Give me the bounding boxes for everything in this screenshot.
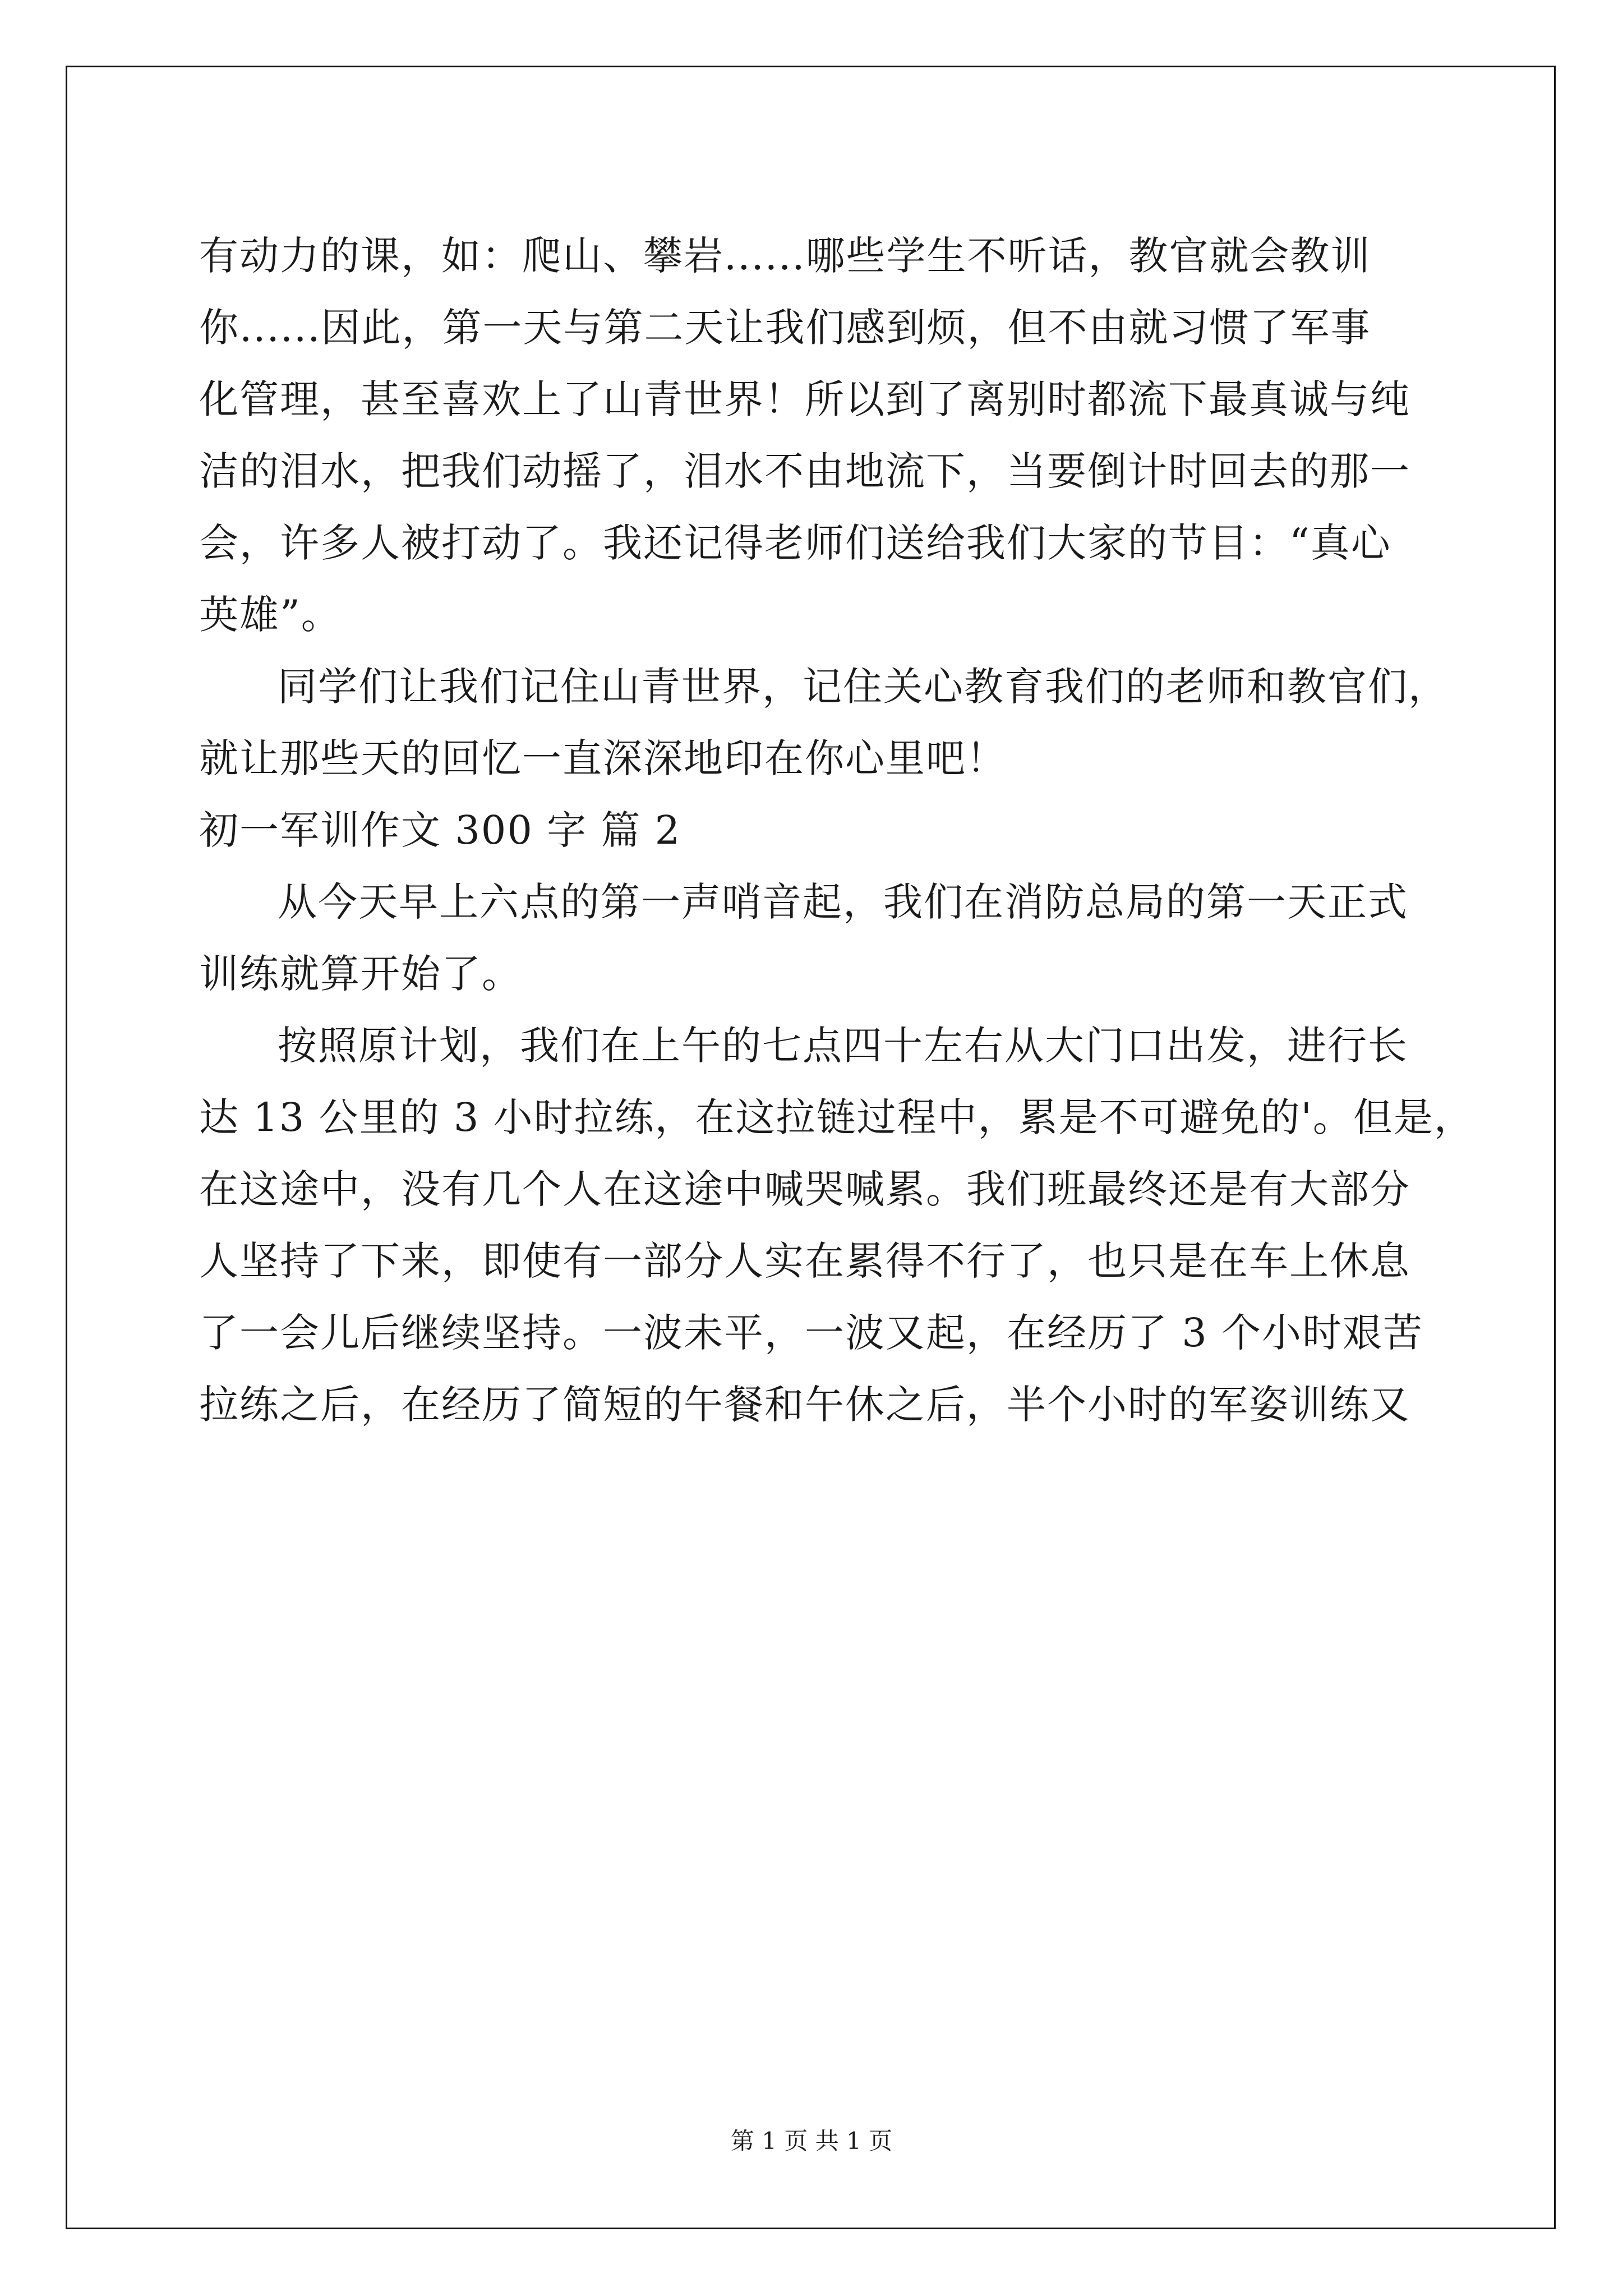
text-line: 洁的泪水，把我们动摇了，泪水不由地流下，当要倒计时回去的那一 xyxy=(199,448,1410,494)
text-line: 人坚持了下来，即使有一部分人实在累得不行了，也只是在车上休息 xyxy=(199,1238,1410,1284)
text-line: 有动力的课，如：爬山、攀岩......哪些学生不听话，教官就会教训 xyxy=(199,233,1371,279)
text-line: 拉练之后，在经历了简短的午餐和午休之后，半个小时的军姿训练又 xyxy=(199,1382,1410,1428)
page-footer: 第 1 页 共 1 页 xyxy=(730,2127,893,2155)
paragraph-4 xyxy=(199,1010,1474,1441)
text-line: 会，许多人被打动了。我还记得老师们送给我们大家的节目：“真心 xyxy=(199,520,1391,566)
text-line: 按照原计划，我们在上午的七点四十左右从大门口出发，进行长 xyxy=(278,1023,1408,1069)
text-line: 就让那些天的回忆一直深深地印在你心里吧！ xyxy=(199,735,1007,781)
text-line: 训练就算开始了。 xyxy=(199,951,522,997)
document-body xyxy=(199,220,1474,1441)
paragraph-1 xyxy=(199,220,1422,651)
section-heading: 初一军训作文 300 字 篇 2 xyxy=(199,807,681,853)
paragraph-2 xyxy=(199,651,1449,794)
paragraph-3 xyxy=(199,866,1422,1010)
text-line: 化管理，甚至喜欢上了山青世界！所以到了离别时都流下最真诚与纯 xyxy=(199,376,1410,422)
text-line: 从今天早上六点的第一声哨音起，我们在消防总局的第一天正式 xyxy=(278,879,1408,925)
text-line: 同学们让我们记住山青世界，记住关心教育我们的老师和教官们， xyxy=(278,664,1449,710)
text-line: 达 13 公里的 3 小时拉练，在这拉链过程中，累是不可避免的'。但是， xyxy=(199,1094,1474,1140)
text-line: 你......因此，第一天与第二天让我们感到烦，但不由就习惯了军事 xyxy=(199,305,1371,351)
text-line: 英雄”。 xyxy=(199,592,342,638)
text-line: 了一会儿后继续坚持。一波未平，一波又起，在经历了 3 个小时艰苦 xyxy=(199,1310,1424,1356)
text-line: 在这途中，没有几个人在这途中喊哭喊累。我们班最终还是有大部分 xyxy=(199,1166,1410,1212)
